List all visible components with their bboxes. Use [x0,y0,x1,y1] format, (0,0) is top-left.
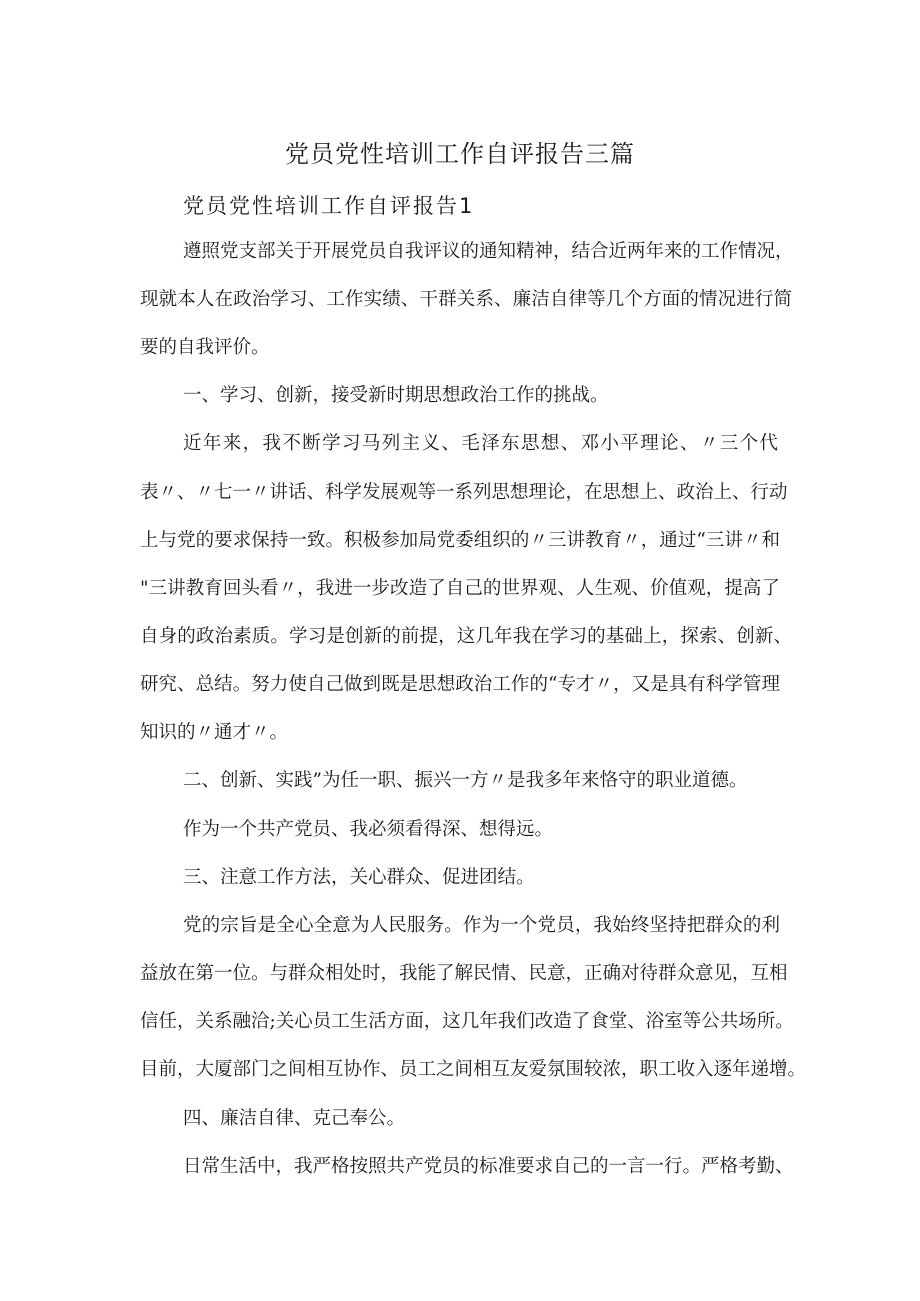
document-title: 党员党性培训工作自评报告三篇 [285,140,635,168]
paragraph-line: 研究、总结。努力使自己做到既是思想政治工作的“专才〃，又是具有科学管理 [140,674,780,695]
paragraph-line: 自身的政治素质。学习是创新的前提，这几年我在学习的基础上，探索、创新、 [140,626,792,647]
paragraph-line: 上与党的要求保持一致。积极参加局党委组织的〃三讲教育〃，通过“三讲〃和 [140,530,780,551]
paragraph-line: 表〃、〃七一〃讲话、科学发展观等一系列思想理论，在思想上、政治上、行动 [140,482,788,503]
paragraph-line: "三讲教育回头看〃，我进一步改造了自己的世界观、人生观、价值观，提高了 [140,578,780,599]
paragraph-line: 党的宗旨是全心全意为人民服务。作为一个党员，我始终坚持把群众的利 [183,915,780,936]
paragraph-line: 近年来，我不断学习马列主义、毛泽东思想、邓小平理论、〃三个代 [183,433,778,454]
paragraph-line: 要的自我评价。 [140,337,270,358]
paragraph-line: 作为一个共产党员、我必须看得深、想得远。 [183,819,554,840]
section-heading-line: 一、学习、创新，接受新时期思想政治工作的挑战。 [183,385,609,406]
report-subtitle: 党员党性培训工作自评报告1 [183,194,475,218]
paragraph-line: 益放在第一位。与群众相处时，我能了解民情、民意，正确对待群众意见，互相 [140,963,788,984]
paragraph-line: 遵照党支部关于开展党员自我评议的通知精神，结合近两年来的工作情况， [183,241,794,262]
section-heading-line: 四、廉洁自律、克己奉公。 [183,1108,406,1129]
paragraph-line: 现就本人在政治学习、工作实绩、干群关系、廉洁自律等几个方面的情况进行简 [140,289,792,310]
paragraph-line: 日常生活中，我严格按照共产党员的标准要求自己的一言一行。严格考勤、 [183,1156,794,1177]
paragraph-line: 目前，大厦部门之间相互协作、员工之间相互友爱氛围较浓，职工收入逐年递增。 [140,1059,807,1080]
paragraph-line: 知识的〃通才〃。 [140,722,289,743]
paragraph-line: 信任，关系融洽;关心员工生活方面，这几年我们改造了食堂、浴室等公共场所。 [140,1011,794,1032]
section-heading-line: 三、注意工作方法，关心群众、促进团结。 [183,867,535,888]
section-heading-line: 二、创新、实践”为任一职、振兴一方〃是我多年来恪守的职业道德。 [183,770,748,791]
